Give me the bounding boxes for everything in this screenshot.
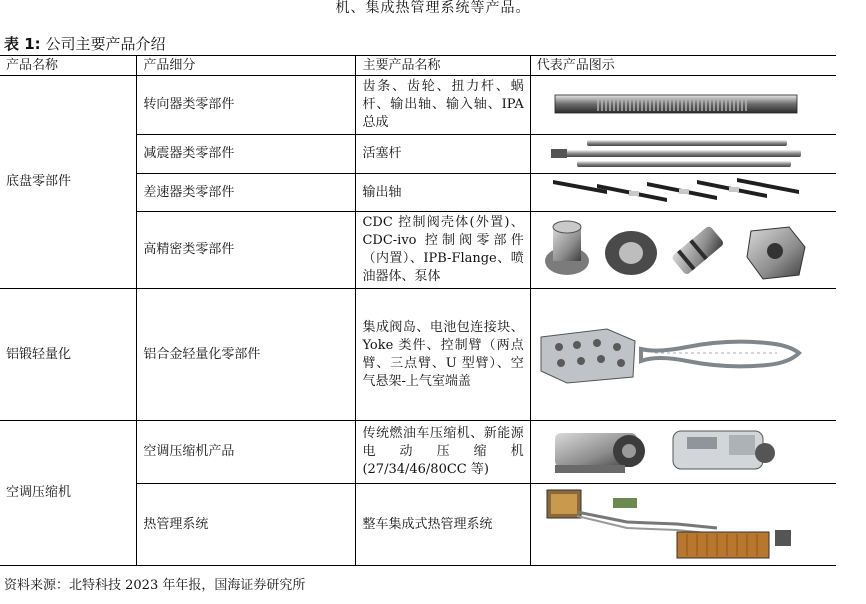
thermal-system-image — [537, 488, 813, 562]
header-representative-image: 代表产品图示 — [530, 56, 836, 76]
products-shock-absorber: 活塞杆 — [356, 135, 530, 174]
header-product-name: 产品名称 — [0, 56, 137, 76]
segment-thermal-management: 热管理系统 — [137, 484, 356, 566]
image-piston-rods — [530, 135, 836, 174]
piston-rods-image — [537, 137, 813, 171]
product-table — [0, 55, 836, 566]
image-compressors — [530, 421, 836, 484]
products-thermal-management: 整车集成式热管理系统 — [356, 484, 530, 566]
segment-aluminum-lightweight: 铝合金轻量化零部件 — [137, 289, 356, 421]
group-name-chassis: 底盘零部件 — [0, 76, 137, 289]
image-thermal-system — [530, 484, 836, 566]
image-steering-rack — [530, 76, 836, 135]
previous-paragraph-fragment: 机、集成热管理系统等产品。 — [335, 0, 531, 16]
header-main-products: 主要产品名称 — [356, 56, 530, 76]
table-caption-title: 公司主要产品介绍 — [45, 35, 166, 53]
steering-rack-image — [537, 79, 813, 131]
image-precision-parts — [530, 212, 836, 289]
table-row — [0, 76, 836, 135]
group-name-aluminum-forging: 铝锻轻量化 — [0, 289, 137, 421]
source-note: 资料来源：北特科技 2023 年年报，国海证券研究所 — [4, 578, 306, 593]
segment-differential: 差速器类零部件 — [137, 174, 356, 212]
segment-shock-absorber: 减震器类零部件 — [137, 135, 356, 174]
output-shafts-image — [537, 176, 813, 209]
products-aluminum-lightweight: 集成阀岛、电池包连接块、Yoke 类件、控制臂（两点臂、三点臂、U 型臂）、空气悬架-上气室端盖 — [356, 289, 530, 421]
products-ac-compressor: 传统燃油车压缩机、新能源电动压缩机(27/34/46/80CC 等) — [356, 421, 530, 484]
table-row — [0, 289, 836, 421]
segment-steering: 转向器类零部件 — [137, 76, 356, 135]
products-steering: 齿条、齿轮、扭力杆、蜗杆、输出轴、输入轴、IPA 总成 — [356, 76, 530, 135]
table-header-row — [0, 56, 836, 76]
products-high-precision: CDC 控制阀壳体(外置)、CDC-ivo 控制阀零部件（内置）、IPB-Flange、喷油器体、泵体 — [356, 212, 530, 289]
header-product-segment: 产品细分 — [137, 56, 356, 76]
aluminum-parts-image — [537, 325, 813, 385]
table-caption — [4, 33, 165, 54]
compressors-image — [537, 423, 813, 481]
table-caption-label: 表 1: — [4, 35, 41, 53]
segment-ac-compressor-products: 空调压缩机产品 — [137, 421, 356, 484]
image-aluminum-parts — [530, 289, 836, 421]
precision-parts-image — [537, 217, 813, 283]
image-output-shafts — [530, 174, 836, 212]
products-differential: 输出轴 — [356, 174, 530, 212]
segment-high-precision: 高精密类零部件 — [137, 212, 356, 289]
group-name-ac-compressor: 空调压缩机 — [0, 421, 137, 566]
table-row — [0, 421, 836, 484]
